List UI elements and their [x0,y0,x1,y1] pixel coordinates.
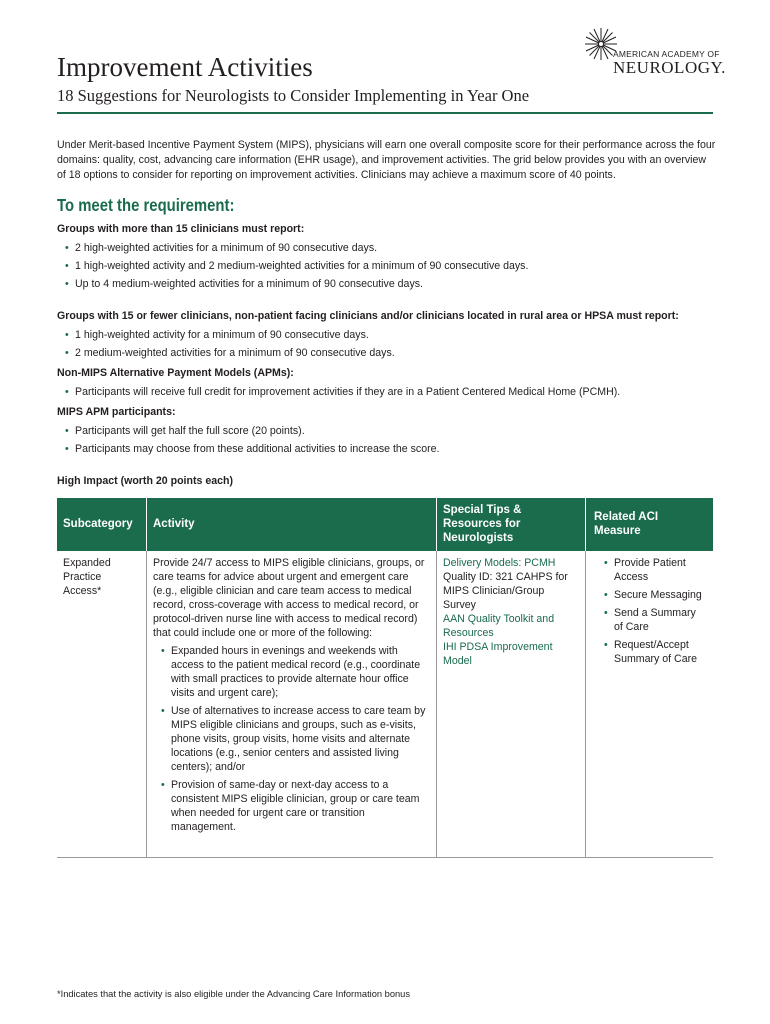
list-item: • Participants may choose from these additional activities to increase the score. [65,440,737,458]
footnote: *Indicates that the activity is also eligible under the Advancing Care Information bonus [57,989,410,999]
requirement-heading: To meet the requirement: [57,195,235,215]
table-header [57,498,713,551]
subcategory-text: Expanded Practice Access* [63,557,111,597]
aci-item: • Request/Accept Summary of Care [594,638,706,666]
table-row [57,551,713,857]
header-divider [146,498,147,551]
column-divider [436,551,437,857]
list-item: • Up to 4 medium-weighted activities for a minimum of 90 consecutive days. [65,275,737,293]
aci-list [594,556,706,666]
header-tips: Special Tips & Resources for Neurologists [443,504,522,544]
high-impact-label: High Impact (worth 20 points each) [57,475,233,487]
group-mips-apm [57,405,737,458]
logo-text-line1: AMERICAN ACADEMY OF [613,49,720,59]
aci-item: • Secure Messaging [594,588,706,602]
list-item: • 1 high-weighted activity for a minimum of 90 consecutive days. [65,326,737,344]
tip-link-toolkit[interactable]: AAN Quality Toolkit and Resources [443,613,555,639]
tip-quality-id: Quality ID: 321 CAHPS for MIPS Clinician/Group Survey [443,571,568,611]
header-divider [436,498,437,551]
group-list [57,239,737,293]
activity-text: Provide 24/7 access to MIPS eligible clinicians, groups, or care teams for advice about urgent and emergent care (e.g., eligible clinician and care team access to medical record, cross-coverage with access to medical record, or protocol-driven nurse line with access to medical record) that could include one or more of the following: [153,557,425,639]
table-bottom-rule [57,857,713,858]
group-small-practice [57,309,737,362]
intro-paragraph: Under Merit-based Incentive Payment System (MIPS), physicians will earn one overall composite score for their performance across the four domains: quality, cost, advancing care information (EHR usage), and improvement activities. The grid below provides you with an overview of 18 options to consider for reporting on improvement activities. Clinicians may achieve a maximum score of 40 points. [57,139,716,181]
group-label: Groups with 15 or fewer clinicians, non-patient facing clinicians and/or clinicians located in rural area or HPSA must report: [57,310,679,322]
group-label: Groups with more than 15 clinicians must report: [57,223,305,235]
cell-activity [153,556,431,838]
group-label: Non-MIPS Alternative Payment Models (APMs): [57,367,294,379]
list-item: • Participants will get half the full score (20 points). [65,422,737,440]
list-item: • 2 high-weighted activities for a minimum of 90 consecutive days. [65,239,737,257]
group-non-mips-apm [57,366,737,401]
header-divider [585,498,586,551]
header-activity: Activity [153,518,195,530]
activity-list [153,644,431,834]
tip-link-pcmh[interactable]: Delivery Models: PCMH [443,557,556,569]
group-list [57,383,737,401]
group-list [57,326,737,362]
cell-aci [594,556,706,670]
cell-tips [443,556,573,668]
column-divider [585,551,586,857]
list-item: • 2 medium-weighted activities for a minimum of 90 consecutive days. [65,344,737,362]
tip-link-ihi[interactable]: IHI PDSA Improvement Model [443,641,553,667]
activity-item: • Provision of same-day or next-day access to a consistent MIPS eligible clinician, group or care team when needed for urgent care or transition management. [161,778,431,834]
activity-item: • Use of alternatives to increase access to care team by MIPS eligible clinicians and groups, such as e-visits, phone visits, group visits, home visits and alternate locations (e.g., senior centers and assisted living centers); and/or [161,704,431,774]
header-subcategory: Subcategory [63,518,133,530]
activity-item: • Expanded hours in evenings and weekends with access to the patient medical record (e.g., coordinate with small practices to provide alternate hour office visits and urgent care); [161,644,431,700]
title-divider [57,112,713,114]
column-divider [146,551,147,857]
aan-logo [583,26,726,77]
cell-subcategory [63,556,135,598]
group-label: MIPS APM participants: [57,406,176,418]
list-item: • 1 high-weighted activity and 2 medium-weighted activities for a minimum of 90 consecutive days. [65,257,737,275]
page-subtitle: 18 Suggestions for Neurologists to Consider Implementing in Year One [57,86,530,105]
header-aci: Related ACI Measure [594,511,659,537]
list-item: • Participants will receive full credit for improvement activities if they are in a Patient Centered Medical Home (PCMH). [65,383,737,401]
group-list [57,422,737,458]
aci-item: • Provide Patient Access [594,556,706,584]
page-title: Improvement Activities [57,52,313,82]
group-large-practice [57,222,737,293]
aci-item: • Send a Summary of Care [594,606,706,634]
logo-text-line2: NEUROLOGY. [613,58,726,77]
